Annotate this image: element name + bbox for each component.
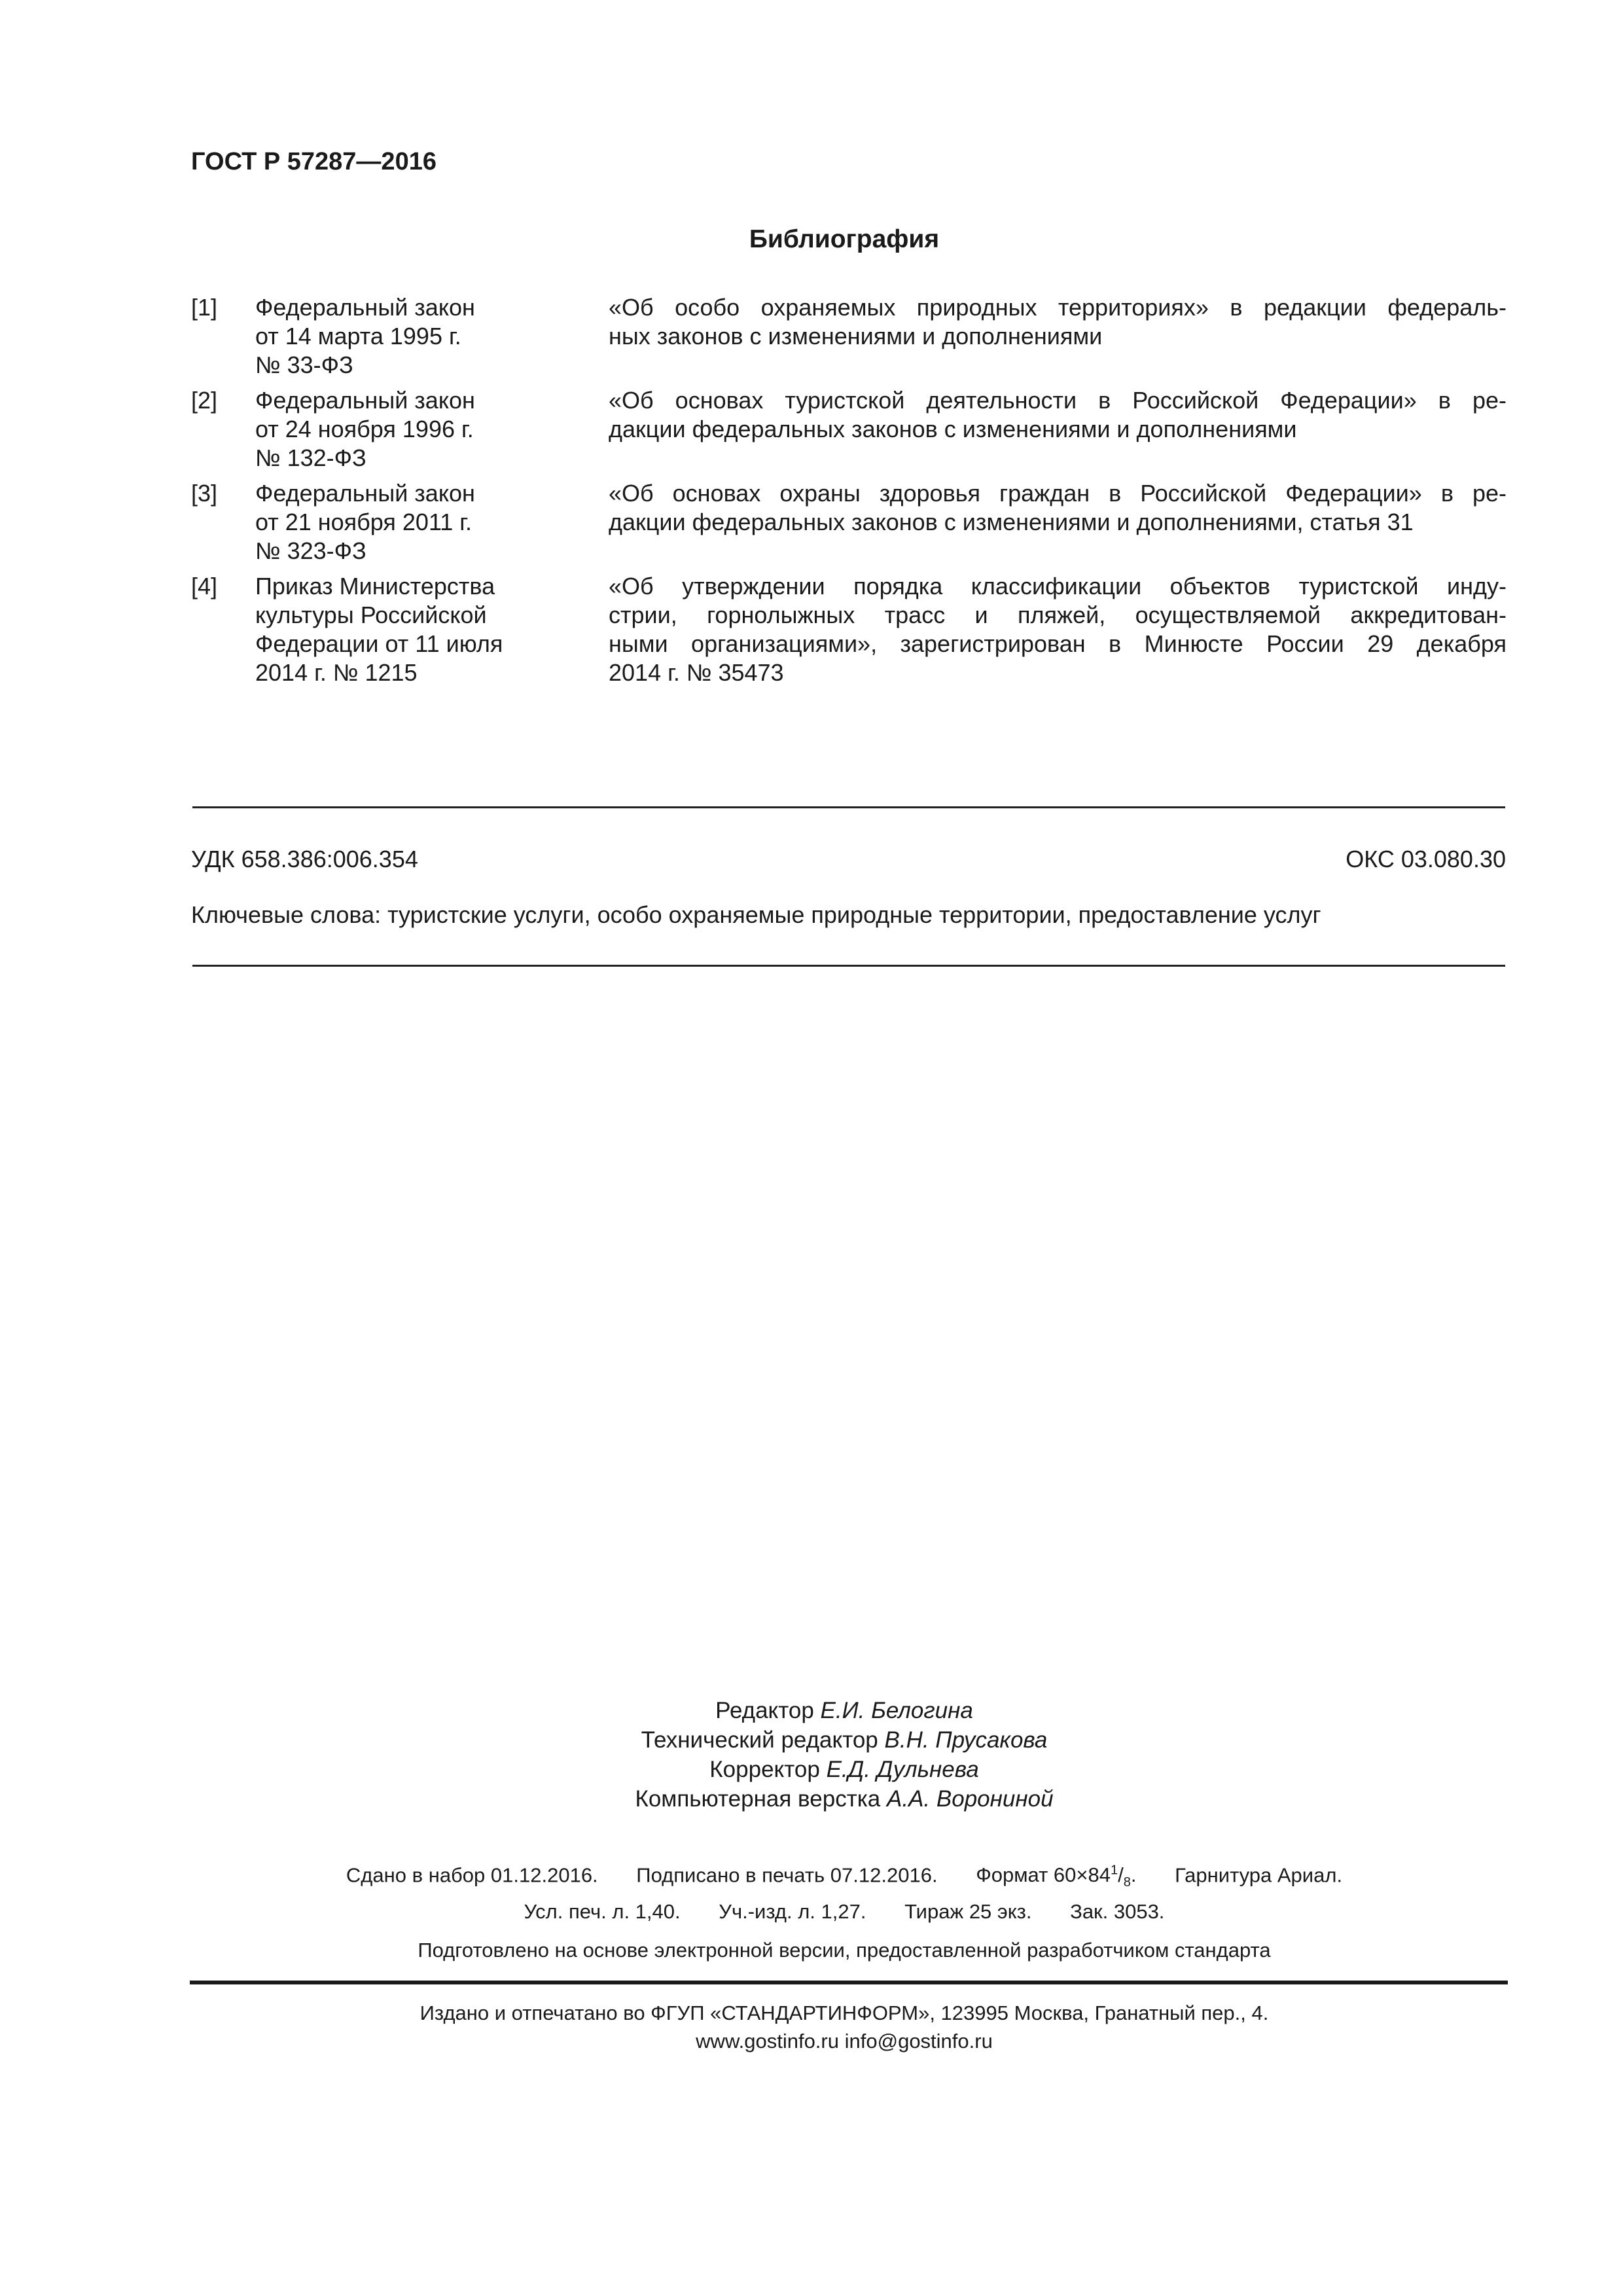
bibliography-item [191,572,1507,687]
corrector-label: Корректор [709,1757,820,1782]
source-line: от 24 ноября 1996 г. [255,416,474,442]
bibliography-list [191,293,1507,687]
print-run: Тираж 25 экз. [904,1899,1032,1923]
source-line: № 33-ФЗ [255,351,353,378]
bibliography-number: [4] [191,573,218,600]
signed-date: Подписано в печать 07.12.2016. [636,1863,938,1887]
tech-editor-line [0,1725,1623,1755]
paper-format: Формат $60\times 84^1/_8$. [976,1863,1137,1890]
keywords: Ключевые слова: туристские услуги, особо охраняемые природные территории, предоставление услуг [191,901,1321,928]
divider-bottom [192,965,1505,967]
bibliography-source [255,386,609,473]
publisher-info [0,1999,1623,2055]
description-line: дакции федеральных законов с изменениями и дополнениями, статья 31 [609,509,1414,535]
document-code: ГОСТ Р 57287—2016 [191,148,437,175]
bibliography-number: [3] [191,480,218,507]
description-line: «Об особо охраняемых природных территориях» в редакции федераль- [609,294,1507,321]
order-number: Зак. 3053. [1070,1899,1165,1923]
publisher-address: Издано и отпечатано во ФГУП «СТАНДАРТИНФОРМ», 123995 Москва, Гранатный пер., 4. [419,2001,1269,2024]
oks-code: ОКС 03.080.30 [1346,846,1506,872]
description-line: «Об основах охраны здоровья граждан в Российской Федерации» в ре- [609,480,1507,507]
source-line: от 21 ноября 2011 г. [255,509,473,535]
source-line: № 323-ФЗ [255,537,366,564]
source-line: Федеральный закон [255,387,475,414]
description-line: «Об основах туристской деятельности в Российской Федерации» в ре- [609,387,1507,414]
editor-label: Редактор [715,1698,814,1723]
corrector-line [0,1755,1623,1784]
layout-line [0,1784,1623,1814]
bibliography-description [609,386,1507,473]
description-line: ных законов с изменениями и дополнениями [609,323,1103,350]
source-line: Приказ Министерства [255,573,495,600]
bibliography-source [255,479,609,565]
bibliography-source [255,572,609,687]
source-line: № 132-ФЗ [255,444,366,471]
bibliography-item [191,386,1507,473]
bibliography-description [609,479,1507,565]
bibliography-source [255,293,609,380]
bibliography-item [191,293,1507,380]
editor-line [0,1696,1623,1725]
bibliography-number: [2] [191,387,218,414]
editor-name: Е.И. Белогина [820,1698,973,1723]
imprint-line-1 [0,1856,1623,1897]
tech-editor-name: В.Н. Прусакова [884,1727,1048,1753]
typeface: Гарнитура Ариал. [1175,1863,1343,1887]
description-line: дакции федеральных законов с изменениями и дополнениями [609,416,1297,442]
publisher-website[interactable]: www.gostinfo.ru [696,2030,839,2053]
description-line: «Об утверждении порядка классификации объектов туристской инду- [609,573,1507,600]
udk-code: УДК 658.386:006.354 [191,846,418,872]
publisher-contacts [0,2027,1623,2055]
source-line: Федерации от 11 июля [255,630,503,657]
description-line: 2014 г. № 35473 [609,659,784,686]
typeset-date: Сдано в набор 01.12.2016. [346,1863,598,1887]
publisher-email[interactable]: info@gostinfo.ru [844,2030,993,2053]
bibliography-item [191,479,1507,565]
source-line: 2014 г. № 1215 [255,659,418,686]
editorial-credits [0,1696,1623,1814]
divider-thick [190,1981,1508,1984]
bibliography-title: Библиография [749,225,940,253]
source-line: культуры Российской [255,601,487,628]
imprint [0,1856,1623,1926]
description-line: стрии, горнолыжных трасс и пляжей, осуществляемой аккредитован- [609,601,1507,628]
bibliography-number: [1] [191,294,218,321]
tech-editor-label: Технический редактор [641,1727,878,1753]
pub-sheets: Уч.-изд. л. 1,27. [719,1899,866,1923]
source-line: Федеральный закон [255,480,475,507]
description-line: ными организациями», зарегистрирован в Минюсте России 29 декабря [609,630,1507,657]
bibliography-description [609,293,1507,380]
layout-name: А.А. Ворониной [887,1786,1054,1812]
source-line: Федеральный закон [255,294,475,321]
source-line: от 14 марта 1995 г. [255,323,461,350]
bibliography-description [609,572,1507,687]
prepared-note: Подготовлено на основе электронной версии, предоставленной разработчиком стандарта [418,1939,1271,1962]
layout-label: Компьютерная верстка [635,1786,881,1812]
imprint-line-2 [0,1897,1623,1926]
corrector-name: Е.Д. Дульнева [826,1757,979,1782]
divider-top [192,806,1505,808]
print-sheets: Усл. печ. л. 1,40. [524,1899,681,1923]
